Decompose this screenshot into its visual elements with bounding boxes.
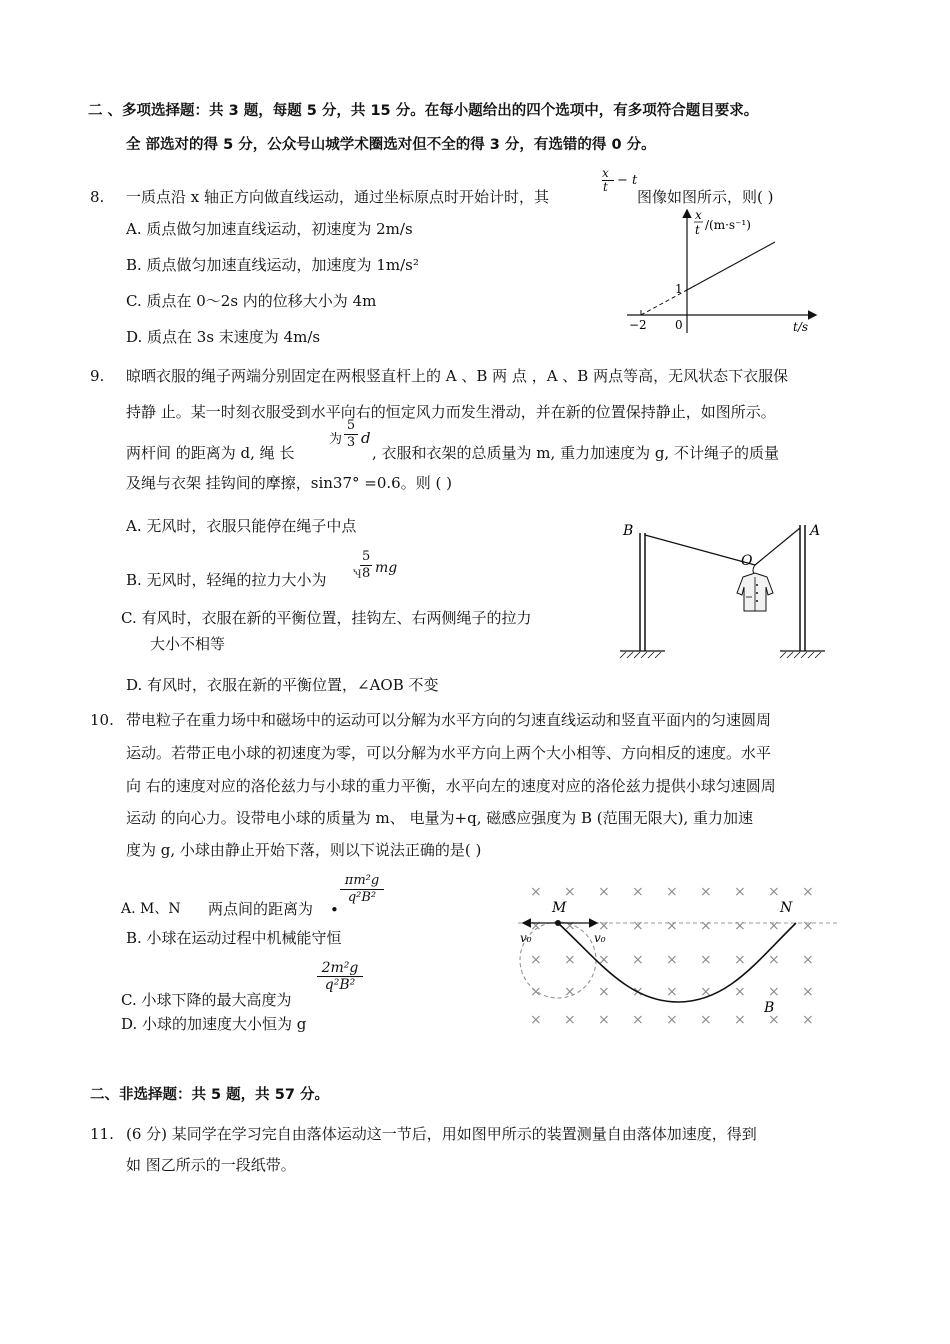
field-cross: ×: [598, 1012, 610, 1028]
field-cross: ×: [530, 1012, 542, 1028]
q8-option-a: A. 质点做匀加速直线运动，初速度为 2m/s: [126, 220, 413, 238]
section3-title: 二、非选择题：共 5 题，共 57 分。: [90, 1087, 329, 1103]
q11-number: 11.: [90, 1125, 114, 1143]
q10-option-d: D. 小球的加速度大小恒为 g: [121, 1015, 307, 1033]
q10-option-a-text: 两点间的距离为: [208, 900, 314, 918]
q9-line3b: , 衣服和衣架的总质量为 m, 重力加速度为 g, 不计绳子的质量: [372, 444, 779, 462]
q8-stem-b: 图像如图所示，则( ): [637, 188, 774, 206]
field-cross: ×: [564, 884, 576, 900]
field-cross: ×: [632, 952, 644, 968]
q9-line2: 持静 止。某一时刻衣服受到水平向右的恒定风力而发生滑动，并在新的位置保持静止，如图所示。: [126, 403, 776, 421]
q9-line3-d: d: [361, 429, 371, 447]
q9-rope-fraction: $\frac{5}{3}$: [344, 418, 358, 451]
q8-ylabel-unit: /(m·s⁻¹): [705, 218, 751, 232]
field-cross: ×: [700, 918, 712, 934]
field-cross: ×: [700, 984, 712, 1000]
field-cross: ×: [530, 918, 542, 934]
q8-number: 8.: [90, 188, 105, 206]
field-cross: ×: [564, 984, 576, 1000]
field-cross: ×: [700, 1012, 712, 1028]
q9-option-a: A. 无风时，衣服只能停在绳子中点: [126, 517, 357, 535]
q10-line4: 运动 的向心力。设带电小球的质量为 m、 电量为+q, 磁感应强度为 B (范围无限大), 重力加速: [126, 809, 754, 827]
field-cross: ×: [802, 952, 814, 968]
q10-option-a-dot: •: [330, 901, 339, 919]
q8-stem-a: 一质点沿 x 轴正方向做直线运动，通过坐标原点时开始计时，其: [126, 188, 549, 206]
q9-line3-wei: 为: [329, 432, 343, 447]
q9-clothes-icon: [737, 573, 773, 611]
field-cross: ×: [632, 1012, 644, 1028]
q9-line3a: 两杆间 的距离为 d, 绳 长: [126, 444, 295, 462]
field-cross: ×: [768, 918, 780, 934]
q10-option-c: C. 小球下降的最大高度为: [121, 991, 292, 1009]
q8-option-b: B. 质点做匀加速直线运动，加速度为 1m/s²: [126, 256, 419, 274]
q10-label-n: N: [780, 900, 793, 916]
field-cross: ×: [802, 984, 814, 1000]
q10-line2: 运动。若带正电小球的初速度为零，可以分解为水平方向上两个大小相等、方向相反的速度。水平: [126, 744, 772, 762]
field-cross: ×: [598, 984, 610, 1000]
q10-option-a-label: A. M、N: [121, 901, 181, 917]
q9-label-a: A: [810, 523, 821, 539]
field-cross: ×: [632, 984, 644, 1000]
q8-origin: 0: [675, 318, 683, 332]
field-cross: ×: [666, 884, 678, 900]
field-cross: ×: [734, 1012, 746, 1028]
field-cross: ×: [768, 984, 780, 1000]
field-cross: ×: [802, 884, 814, 900]
section2-line1: 二 、多项选择题：共 3 题，每题 5 分，共 15 分。在每小题给出的四个选项中，有多项符合题目要求。: [88, 103, 759, 119]
field-cross: ×: [734, 884, 746, 900]
q10-line5: 度为 g, 小球由静止开始下落，则以下说法正确的是( ): [126, 841, 482, 859]
field-cross: ×: [632, 884, 644, 900]
field-cross: ×: [768, 952, 780, 968]
q10-option-b: B. 小球在运动过程中机械能守恒: [126, 929, 342, 947]
q9-option-b: B. 无风时，轻绳的拉力大小为: [126, 571, 327, 589]
q8-ytick-1: 1: [675, 282, 683, 296]
q11-line1: (6 分) 某同学在学习完自由落体运动这一节后，用如图甲所示的装置测量自由落体加速度，得到: [126, 1125, 757, 1143]
q10-figure: [518, 880, 838, 1030]
q9-label-b: B: [623, 523, 634, 539]
field-cross: ×: [734, 952, 746, 968]
field-cross: ×: [666, 984, 678, 1000]
q8-option-c: C. 质点在 0～2s 内的位移大小为 4m: [126, 292, 377, 310]
q8-ylabel-den: t: [695, 223, 700, 237]
field-cross: ×: [768, 1012, 780, 1028]
q10-option-c-fraction: $\frac{\text{2m²g}}{\text{q²B²}}$: [317, 960, 363, 993]
field-cross: ×: [564, 952, 576, 968]
q10-option-a-fraction: $\frac{\text{πm²g}}{\text{q²B²}}$: [340, 873, 384, 906]
q9-rope-left: [645, 535, 755, 565]
field-cross: ×: [700, 884, 712, 900]
q10-ball: [555, 920, 561, 926]
field-cross: ×: [530, 952, 542, 968]
field-cross: ×: [530, 984, 542, 1000]
q9-option-b-fraction: $\frac{5}{8}$: [362, 549, 371, 581]
q10-line1: 带电粒子在重力场中和磁场中的运动可以分解为水平方向的匀速直线运动和竖直平面内的匀速圆周: [126, 711, 772, 729]
q9-option-b-mark: Ⴏ: [353, 570, 362, 581]
field-cross: ×: [666, 952, 678, 968]
q10-label-v0-right: v₀: [594, 931, 606, 945]
q9-line1: 晾晒衣服的绳子两端分别固定在两根竖直杆上的 A 、B 两 点 ，A 、B 两点等高，无风状态下衣服保: [126, 367, 789, 385]
field-cross: ×: [530, 884, 542, 900]
field-cross: ×: [564, 1012, 576, 1028]
q8-line: [687, 242, 775, 290]
q8-xtick-neg2: −2: [629, 318, 647, 332]
q8-stem-fraction: x t: [602, 166, 609, 194]
q10-number: 10.: [90, 711, 114, 729]
q11-line2: 如 图乙所示的一段纸带。: [126, 1156, 296, 1174]
q8-graph: [615, 205, 825, 340]
q9-option-b-mg: mg: [375, 560, 398, 576]
field-cross: ×: [700, 952, 712, 968]
q10-label-v0-left: v₀: [520, 931, 532, 945]
q9-option-c-1: C. 有风时，衣服在新的平衡位置，挂钩左、右两侧绳子的拉力: [121, 609, 532, 627]
field-cross: ×: [802, 1012, 814, 1028]
field-cross: ×: [734, 984, 746, 1000]
q8-stem-minus-t: − t: [617, 173, 638, 188]
q10-line3: 向 右的速度对应的洛伦兹力与小球的重力平衡，水平向左的速度对应的洛伦兹力提供小球匀速圆周: [126, 777, 776, 795]
q10-label-m: M: [552, 900, 567, 916]
q9-option-d: D. 有风时，衣服在新的平衡位置，∠AOB 不变: [126, 676, 439, 694]
field-cross: ×: [632, 918, 644, 934]
field-cross: ×: [666, 1012, 678, 1028]
q9-option-c-2: 大小不相等: [150, 635, 226, 653]
q8-option-d: D. 质点在 3s 末速度为 4m/s: [126, 328, 321, 346]
field-cross: ×: [802, 918, 814, 934]
q9-rope-right: [755, 528, 800, 565]
field-cross: ×: [768, 884, 780, 900]
q10-label-b: B: [764, 1000, 775, 1016]
field-cross: ×: [734, 918, 746, 934]
q9-number: 9.: [90, 367, 105, 385]
q8-xlabel: t/s: [793, 320, 809, 334]
field-cross: ×: [666, 918, 678, 934]
field-cross: ×: [564, 918, 576, 934]
q9-figure: [605, 515, 845, 665]
q9-line4: 及绳与衣架 挂钩间的摩擦，sin37° =0.6。则 ( ): [126, 474, 452, 492]
q9-label-o: O: [741, 553, 753, 569]
field-cross: ×: [598, 918, 610, 934]
field-cross: ×: [598, 884, 610, 900]
section2-line2: 全 部选对的得 5 分，公众号山城学术圈选对但不全的得 3 分，有选错的得 0 分。: [126, 137, 656, 153]
q8-ylabel-num: x: [695, 208, 702, 222]
field-cross: ×: [598, 952, 610, 968]
